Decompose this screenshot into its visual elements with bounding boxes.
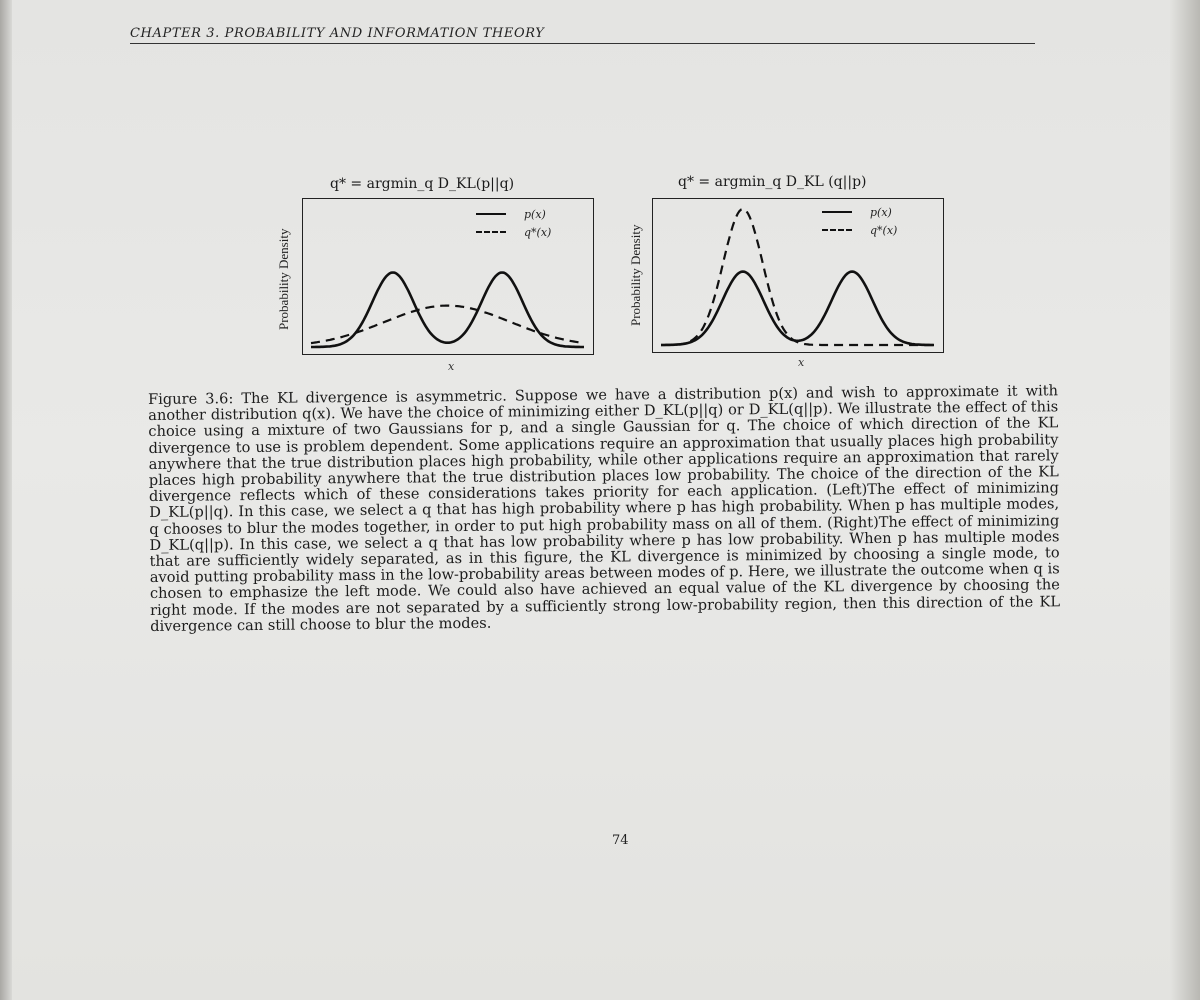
right-p-curve: [661, 272, 934, 345]
legend-label-q: q*(x): [870, 223, 898, 237]
right-plot-ylabel: Probability Density: [628, 224, 643, 326]
left-p-curve: [311, 273, 584, 348]
left-plot-xlabel: x: [448, 360, 455, 373]
right-q-curve: [661, 209, 934, 345]
legend-label-p: p(x): [524, 207, 546, 221]
right-plot-curves: [653, 199, 942, 351]
running-head: CHAPTER 3. PROBABILITY AND INFORMATION THEORY: [130, 26, 1035, 44]
left-plot-curves: [303, 199, 592, 353]
right-plot-title: q* = argmin_q D_KL (q||p): [678, 174, 867, 190]
figure-caption: Figure 3.6: The KL divergence is asymmetric. Suppose we have a distribution p(x) and wish to approximate it with another distribution q(x). We have the choice of minimizing either D_KL(p||q) or D_KL(q||p). We illustrate the effect of this choice using a mixture of two Gaussians for p, and a single Gaussian for q. The choice of which direction of the KL divergence to use is problem dependent. Some applications require an approximation that usually places high probability anywhere that the true distribution places high probability, while other applications require an approximation that rarely places high probability anywhere that the true distribution places low probability. The choice of the direction of the KL divergence reflects which of these considerations takes priority for each application. (Left)The effect of minimizing D_KL(p||q). In this case, we select a q that has high probability where p has high probability. When p has multiple modes, q chooses to blur the modes together, in order to put high probability mass on all of them. (Right)The effect of minimizing D_KL(q||p). In this case, we select a q that has low probability where p has low probability. When p has multiple modes that are sufficiently widely separated, as in this figure, the KL divergence is minimized by choosing a single mode, to avoid putting probability mass in the low-probability areas between modes of p. Here, we illustrate the outcome when q is chosen to emphasize the left mode. We could also have achieved an equal value of the KL divergence by choosing the right mode. If the modes are not separated by a sufficiently strong low-probability region, then this direction of the KL divergence can still choose to blur the modes.: [147, 382, 1061, 635]
left-plot-ylabel: Probability Density: [276, 228, 291, 330]
legend-label-q: q*(x): [524, 225, 552, 239]
page-right-edge: [1170, 0, 1200, 1000]
page-left-edge: [0, 0, 12, 1000]
right-plot-xlabel: x: [798, 356, 805, 369]
page-number: 74: [612, 833, 629, 848]
left-plot-title: q* = argmin_q D_KL(p||q): [330, 176, 515, 192]
legend-label-p: p(x): [870, 205, 892, 219]
